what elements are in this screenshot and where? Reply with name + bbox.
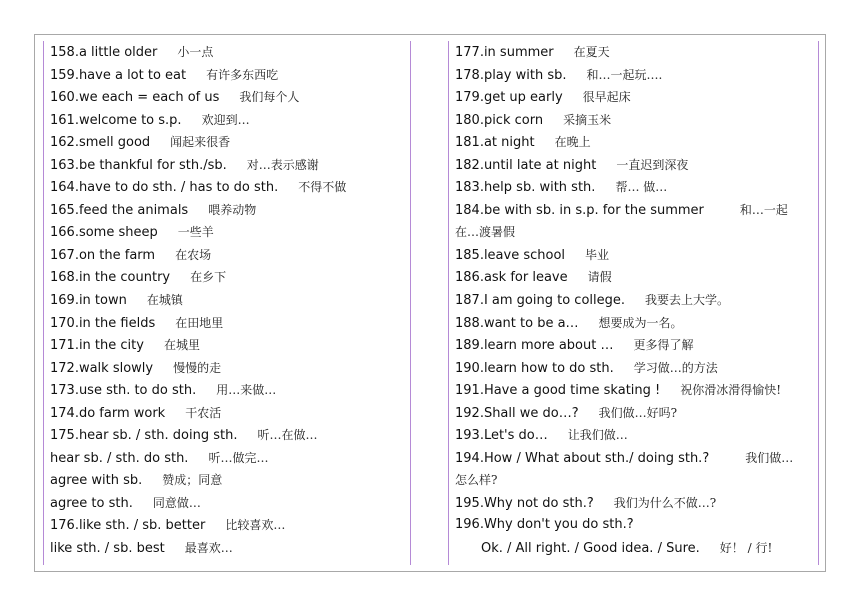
phrase-chinese: 干农活 — [185, 405, 222, 420]
phrase-english: 164.have to do sth. / has to do sth. — [50, 180, 279, 196]
phrase-english: 181.at night — [455, 135, 535, 151]
phrase-chinese: 我们每个人 — [239, 90, 300, 105]
phrase-chinese: 请假 — [587, 270, 612, 285]
phrase-english: 160.we each = each of us — [50, 90, 220, 106]
phrase-english: 162.smell good — [50, 135, 151, 151]
phrase-chinese: 让我们做… — [567, 428, 628, 443]
phrase-chinese: 在城里 — [163, 338, 200, 353]
phrase-english: 184.be with sb. in s.p. for the summer — [455, 202, 704, 218]
phrase-row — [455, 424, 816, 447]
phrase-row — [50, 154, 408, 177]
phrase-row-continuation — [455, 469, 816, 492]
phrase-row — [50, 221, 408, 244]
phrase-english: 161.welcome to s.p. — [50, 112, 182, 128]
phrase-chinese: 有许多东西吃 — [206, 67, 279, 82]
phrase-list-left — [50, 41, 408, 560]
phrase-english: 196.Why don't you do sth.? — [455, 517, 634, 533]
phrase-row — [455, 64, 816, 87]
phrase-chinese-continuation: 怎么样? — [455, 473, 498, 488]
phrase-english: 189.learn more about … — [455, 338, 614, 354]
phrase-english: 172.walk slowly — [50, 360, 154, 376]
phrase-chinese: 小一点 — [177, 45, 214, 59]
phrase-chinese: 不得不做 — [298, 180, 347, 195]
phrase-chinese: 帮… 做… — [615, 180, 668, 195]
phrase-english: 193.Let's do… — [455, 428, 548, 444]
phrase-chinese: 在乡下 — [190, 270, 227, 285]
phrase-chinese: 在田地里 — [175, 315, 224, 330]
phrase-english: 194.How / What about sth./ doing sth.? — [455, 450, 710, 466]
phrase-chinese: 在城镇 — [146, 293, 183, 308]
phrase-english: 163.be thankful for sth./sb. — [50, 157, 227, 173]
phrase-row — [455, 379, 816, 402]
phrase-chinese: 采摘玉米 — [563, 112, 612, 127]
phrase-chinese: 在夏天 — [573, 45, 610, 59]
phrase-english: 170.in the fields — [50, 315, 156, 331]
phrase-row — [455, 86, 816, 109]
phrase-english: Ok. / All right. / Good idea. / Sure. — [481, 541, 700, 557]
phrase-row — [455, 334, 816, 357]
phrase-row — [455, 199, 816, 222]
phrase-english: 173.use sth. to do sth. — [50, 383, 197, 399]
phrase-row — [50, 537, 408, 560]
phrase-row — [50, 109, 408, 132]
phrase-chinese: 赞成；同意 — [162, 473, 223, 488]
phrase-chinese: 用…来做… — [216, 383, 277, 398]
phrase-chinese: 听…在做… — [257, 428, 318, 443]
phrase-row — [50, 289, 408, 312]
phrase-english: 180.pick corn — [455, 112, 544, 128]
phrase-english: 188.want to be a… — [455, 315, 579, 331]
phrase-chinese: 我们为什么不做…? — [613, 495, 717, 510]
phrase-english: 179.get up early — [455, 90, 563, 106]
phrase-row — [455, 131, 816, 154]
phrase-english: 192.Shall we do…? — [455, 405, 579, 421]
phrase-chinese: 听…做完… — [208, 450, 269, 465]
phrase-row — [455, 537, 816, 560]
phrase-chinese: 毕业 — [585, 247, 610, 262]
phrase-row — [50, 379, 408, 402]
phrase-chinese: 喂养动物 — [208, 202, 257, 217]
phrase-chinese: 祝你滑冰滑得愉快! — [680, 383, 782, 398]
phrase-row — [50, 199, 408, 222]
phrase-english: like sth. / sb. best — [50, 541, 165, 557]
phrase-chinese: 一直迟到深夜 — [616, 157, 689, 172]
document-page — [34, 34, 826, 572]
phrase-row — [455, 244, 816, 267]
phrase-english: 176.like sth. / sb. better — [50, 518, 206, 534]
phrase-english: 158.a little older — [50, 45, 158, 60]
phrase-row — [50, 266, 408, 289]
phrase-row — [50, 244, 408, 267]
phrase-english: 168.in the country — [50, 270, 171, 286]
phrase-row — [50, 447, 408, 470]
phrase-chinese: 在农场 — [175, 247, 212, 262]
phrase-english: 159.have a lot to eat — [50, 67, 187, 83]
phrase-english: agree with sb. — [50, 473, 143, 489]
phrase-chinese: 很早起床 — [582, 90, 631, 105]
phrase-row — [455, 176, 816, 199]
phrase-row — [455, 41, 816, 64]
phrase-list-right — [455, 41, 816, 560]
phrase-row — [455, 289, 816, 312]
phrase-english: 177.in summer — [455, 45, 554, 60]
phrase-chinese: 对…表示感谢 — [246, 157, 319, 172]
phrase-chinese-continuation: 在…渡暑假 — [455, 225, 516, 240]
phrase-row — [50, 41, 408, 64]
phrase-english: 195.Why not do sth.? — [455, 495, 594, 511]
phrase-chinese: 我们做…好吗? — [598, 405, 678, 420]
phrase-english: 187.I am going to college. — [455, 293, 626, 309]
phrase-chinese: 比较喜欢… — [225, 518, 286, 533]
phrase-row — [50, 334, 408, 357]
phrase-english: 191.Have a good time skating ! — [455, 383, 661, 399]
phrase-english: 166.some sheep — [50, 225, 158, 241]
phrase-english: 186.ask for leave — [455, 270, 568, 286]
phrase-english: 165.feed the animals — [50, 202, 189, 218]
phrase-chinese: 和…一起玩…. — [586, 67, 663, 82]
phrase-english: agree to sth. — [50, 495, 133, 511]
phrase-row — [50, 86, 408, 109]
phrase-english: 174.do farm work — [50, 405, 166, 421]
phrase-row — [50, 357, 408, 380]
phrase-chinese: 在晚上 — [554, 135, 591, 150]
phrase-row — [455, 357, 816, 380]
phrase-column-right — [448, 41, 819, 565]
phrase-english: 185.leave school — [455, 247, 566, 263]
phrase-row — [50, 469, 408, 492]
phrase-row — [455, 154, 816, 177]
phrase-chinese: 更多得了解 — [633, 338, 694, 353]
phrase-row — [50, 131, 408, 154]
phrase-row — [455, 447, 816, 470]
phrase-english: 167.on the farm — [50, 247, 156, 263]
phrase-english: 182.until late at night — [455, 157, 597, 173]
phrase-chinese: 最喜欢… — [184, 541, 233, 556]
phrase-english: 190.learn how to do sth. — [455, 360, 614, 376]
phrase-row — [50, 402, 408, 425]
phrase-chinese: 想要成为一名。 — [598, 315, 683, 330]
phrase-row-continuation — [455, 221, 816, 244]
phrase-chinese: 一些羊 — [177, 225, 214, 240]
phrase-row — [455, 266, 816, 289]
phrase-chinese: 我们做… — [745, 450, 794, 465]
phrase-chinese: 同意做… — [152, 495, 201, 510]
phrase-row — [455, 402, 816, 425]
phrase-row — [50, 492, 408, 515]
phrase-row — [50, 64, 408, 87]
phrase-row — [50, 176, 408, 199]
phrase-row — [455, 312, 816, 335]
phrase-row — [50, 514, 408, 537]
phrase-row — [455, 109, 816, 132]
phrase-row — [50, 312, 408, 335]
phrase-chinese: 慢慢的走 — [173, 360, 222, 375]
phrase-chinese: 闻起来很香 — [170, 135, 231, 150]
phrase-chinese: 我要去上大学。 — [645, 293, 730, 308]
phrase-chinese: 欢迎到… — [201, 112, 250, 127]
phrase-english: 183.help sb. with sth. — [455, 180, 596, 196]
phrase-chinese: 学习做…的方法 — [633, 360, 718, 375]
phrase-column-left — [43, 41, 411, 565]
phrase-english: 169.in town — [50, 293, 127, 309]
phrase-english: 178.play with sb. — [455, 67, 567, 83]
phrase-chinese: 和…一起 — [739, 202, 788, 217]
phrase-english: 171.in the city — [50, 338, 144, 354]
phrase-english: hear sb. / sth. do sth. — [50, 450, 189, 466]
phrase-row — [455, 514, 816, 537]
phrase-row — [50, 424, 408, 447]
phrase-chinese: 好！ / 行! — [719, 541, 773, 556]
phrase-english: 175.hear sb. / sth. doing sth. — [50, 428, 238, 444]
phrase-row — [455, 492, 816, 515]
